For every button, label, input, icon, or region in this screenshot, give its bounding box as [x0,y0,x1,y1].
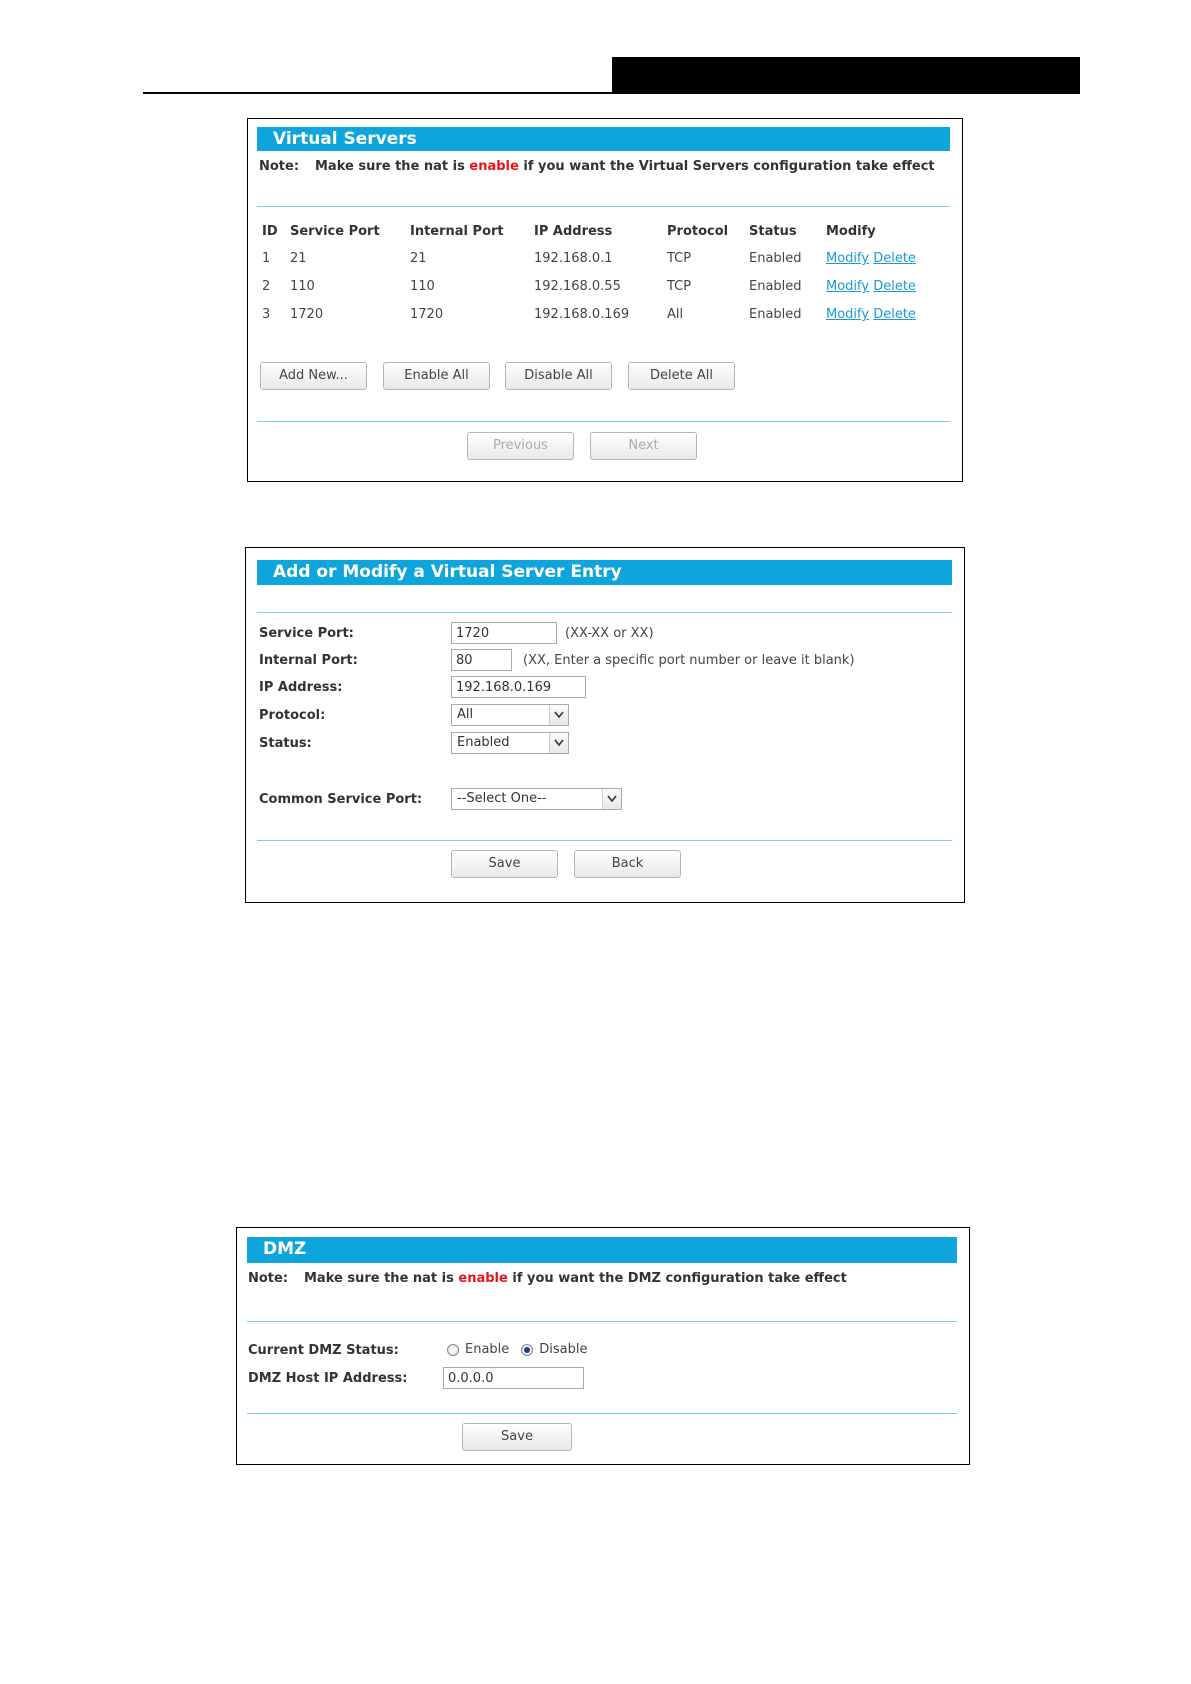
cell-service-port: 1720 [290,307,324,322]
note-text-post: if you want the Virtual Servers configuration take effect [518,159,935,174]
divider [257,421,950,422]
virtual-servers-panel [247,118,963,482]
internal-port-label: Internal Port: [259,653,358,668]
divider [247,1321,957,1322]
internal-port-hint: (XX, Enter a specific port number or leave it blank) [523,653,855,668]
cell-internal-port: 1720 [410,307,444,322]
common-service-port-label: Common Service Port: [259,792,423,807]
status-select-value: Enabled [457,735,510,750]
col-header-internal-port: Internal Port [410,224,504,239]
status-select[interactable] [451,732,569,754]
service-port-hint: (XX-XX or XX) [565,626,654,641]
cell-id: 3 [262,307,271,322]
note-highlight: enable [458,1271,508,1286]
disable-radio-label: Disable [539,1342,588,1357]
modify-link [826,279,916,294]
col-header-service-port: Service Port [290,224,380,239]
enable-radio[interactable] [447,1344,459,1356]
cell-protocol: TCP [667,279,692,294]
previous-button[interactable]: Previous [467,432,574,460]
cell-id: 1 [262,251,271,266]
chevron-down-icon [549,705,568,725]
chevron-down-icon [549,733,568,753]
save-button[interactable]: Save [451,850,558,878]
dmz-status-radio-group [447,1342,600,1357]
status-label: Status: [259,736,312,751]
modify-link-text[interactable]: Modify [826,251,870,266]
add-modify-panel [245,547,965,903]
common-service-port-select[interactable] [451,788,622,810]
dmz-host-ip-input[interactable] [443,1367,584,1389]
service-port-label: Service Port: [259,626,354,641]
delete-all-button[interactable]: Delete All [628,362,735,390]
note-text-post: if you want the DMZ configuration take effect [507,1271,847,1286]
panel-title: Add or Modify a Virtual Server Entry [257,560,952,585]
disable-all-button[interactable]: Disable All [505,362,612,390]
ip-address-input[interactable] [451,676,586,698]
col-header-protocol: Protocol [667,224,729,239]
cell-protocol: All [667,307,684,322]
service-port-input[interactable] [451,622,557,644]
cell-status: Enabled [749,307,802,322]
enable-radio-label: Enable [465,1342,510,1357]
cell-service-port: 21 [290,251,307,266]
col-header-ip-address: IP Address [534,224,613,239]
divider [247,1413,957,1414]
modify-link [826,251,916,266]
protocol-label: Protocol: [259,708,326,723]
col-header-modify: Modify [826,224,876,239]
cell-status: Enabled [749,251,802,266]
header-black-bar [612,57,1080,94]
note [259,159,935,174]
cell-internal-port: 110 [410,279,435,294]
protocol-select[interactable] [451,704,569,726]
common-service-port-value: --Select One-- [457,791,547,806]
note-label: Note: [259,159,300,174]
delete-link[interactable]: Delete [873,251,916,266]
note [248,1271,847,1286]
dmz-host-ip-label: DMZ Host IP Address: [248,1371,408,1386]
cell-ip-address: 192.168.0.55 [534,279,621,294]
note-text-pre: Make sure the nat is [304,1271,459,1286]
modify-link-text[interactable]: Modify [826,307,870,322]
panel-title: Virtual Servers [257,127,950,151]
dmz-status-label: Current DMZ Status: [248,1343,399,1358]
ip-address-label: IP Address: [259,680,343,695]
modify-link-text[interactable]: Modify [826,279,870,294]
header-rule [143,92,1078,94]
next-button[interactable]: Next [590,432,697,460]
delete-link[interactable]: Delete [873,279,916,294]
disable-radio[interactable] [521,1344,533,1356]
back-button[interactable]: Back [574,850,681,878]
cell-ip-address: 192.168.0.169 [534,307,630,322]
dmz-panel [236,1227,970,1465]
note-text-pre: Make sure the nat is [315,159,470,174]
cell-ip-address: 192.168.0.1 [534,251,613,266]
internal-port-input[interactable] [451,649,512,671]
cell-protocol: TCP [667,251,692,266]
note-label: Note: [248,1271,289,1286]
cell-status: Enabled [749,279,802,294]
delete-link[interactable]: Delete [873,307,916,322]
enable-all-button[interactable]: Enable All [383,362,490,390]
chevron-down-icon [602,789,621,809]
divider [257,612,952,613]
cell-internal-port: 21 [410,251,427,266]
divider [257,840,952,841]
cell-id: 2 [262,279,271,294]
note-highlight: enable [469,159,519,174]
panel-title: DMZ [247,1237,957,1263]
cell-service-port: 110 [290,279,315,294]
protocol-select-value: All [457,707,474,722]
divider [257,206,950,207]
modify-link [826,307,916,322]
col-header-id: ID [262,224,278,239]
save-button[interactable]: Save [462,1423,572,1451]
col-header-status: Status [749,224,797,239]
add-new-button[interactable]: Add New... [260,362,367,390]
